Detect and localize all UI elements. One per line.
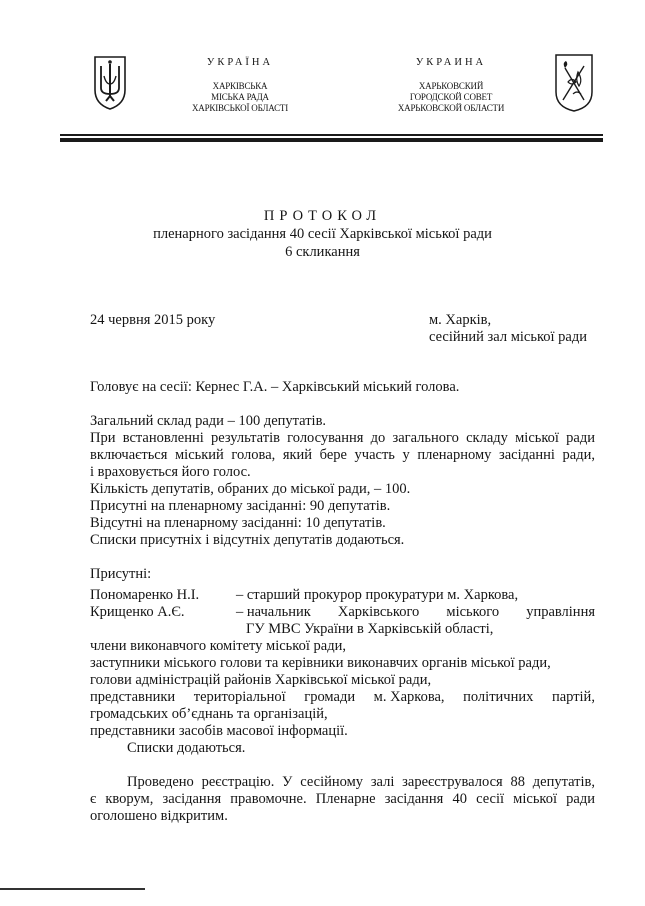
present-role-word: Харківського — [337, 604, 420, 620]
present-label: Присутні: — [90, 566, 152, 582]
lists-attached: Списки додаються. — [127, 740, 246, 756]
present-name: Крищенко А.Є. — [90, 604, 185, 620]
header-right-org-line: ХАРЬКОВСКИЙ — [418, 81, 484, 91]
body-line: включається міський голова, який бере участь у пленарному засіданні ради, — [90, 447, 595, 463]
header-right-org — [386, 81, 516, 114]
registration-line: оголошено відкритим. — [90, 808, 228, 824]
present-others-word: представники — [90, 689, 176, 705]
document-place: м. Харків, — [429, 312, 492, 328]
session-chair: Головує на сесії: Кернес Г.А. – Харківський міський голова. — [90, 379, 460, 395]
header-left-org-line: ХАРКІВСЬКОЇ ОБЛАСТІ — [192, 103, 288, 113]
present-role — [236, 604, 595, 622]
document-convocation: 6 скликання — [285, 244, 360, 260]
present-role-continuation: ГУ МВС України в Харківській області, — [246, 621, 494, 637]
footer-divider — [0, 888, 145, 890]
kharkiv-coat-of-arms-icon — [553, 52, 595, 114]
document-title: ПРОТОКОЛ — [263, 208, 382, 224]
document-venue: сесійний зал міської ради — [429, 329, 587, 345]
present-role-word: управління — [526, 604, 595, 620]
present-others-line: громадських об’єднань та організацій, — [90, 706, 328, 722]
present-others-line: члени виконавчого комітету міської ради, — [90, 638, 346, 654]
present-role-word: міського — [446, 604, 500, 620]
header-right-org-line: ХАРЬКОВСКОЙ ОБЛАСТИ — [397, 103, 505, 113]
present-others-line: голови адміністрацій районів Харківської міської ради, — [90, 672, 432, 688]
body-line: Присутні на пленарному засіданні: 90 депутатів. — [90, 498, 391, 514]
registration-line: Проведено реєстрацію. У сесійному залі зареєструвалося 88 депутатів, — [127, 774, 595, 790]
header-left-org-line: ХАРКІВСЬКА — [212, 81, 268, 91]
present-role: – старший прокурор прокуратури м. Харкова, — [236, 587, 519, 603]
present-others-word: громади — [304, 689, 356, 705]
present-others-word: м. Харкова, — [373, 689, 445, 705]
present-others-word: територіальної — [193, 689, 286, 705]
header-left-country: УКРАЇНА — [206, 57, 274, 68]
header-rule-top — [60, 134, 603, 136]
present-others-line — [90, 689, 595, 707]
document-subtitle: пленарного засідання 40 сесії Харківської міської ради — [153, 226, 492, 242]
header-left-org — [180, 81, 300, 114]
present-others-line: представники засобів масової інформації. — [90, 723, 348, 739]
body-line: При встановленні результатів голосування до загального складу міської ради — [90, 430, 595, 446]
present-others-word: партій, — [551, 689, 595, 705]
header-right-org-line: ГОРОДСКОЙ СОВЕТ — [409, 92, 493, 102]
body-line: Кількість депутатів, обраних до міської ради, – 100. — [90, 481, 411, 497]
body-line: Відсутні на пленарному засіданні: 10 депутатів. — [90, 515, 386, 531]
document-date: 24 червня 2015 року — [90, 312, 216, 328]
body-line: Списки присутніх і відсутніх депутатів додаються. — [90, 532, 405, 548]
header-rule-bottom — [60, 138, 603, 142]
present-role-word: – начальник — [236, 604, 311, 620]
header-right-country: УКРАИНА — [415, 57, 487, 68]
registration-line: є кворум, засідання правомочне. Пленарне засідання 40 сесії міської ради — [90, 791, 595, 807]
header-left-org-line: МІСЬКА РАДА — [211, 92, 269, 102]
present-name: Пономаренко Н.І. — [90, 587, 200, 603]
body-line: і враховується його голос. — [90, 464, 251, 480]
present-others-line: заступники міського голови та керівники виконавчих органів міської ради, — [90, 655, 551, 671]
body-line: Загальний склад ради – 100 депутатів. — [90, 413, 327, 429]
present-others-word: політичних — [463, 689, 534, 705]
trident-coat-of-arms-icon — [92, 54, 128, 112]
